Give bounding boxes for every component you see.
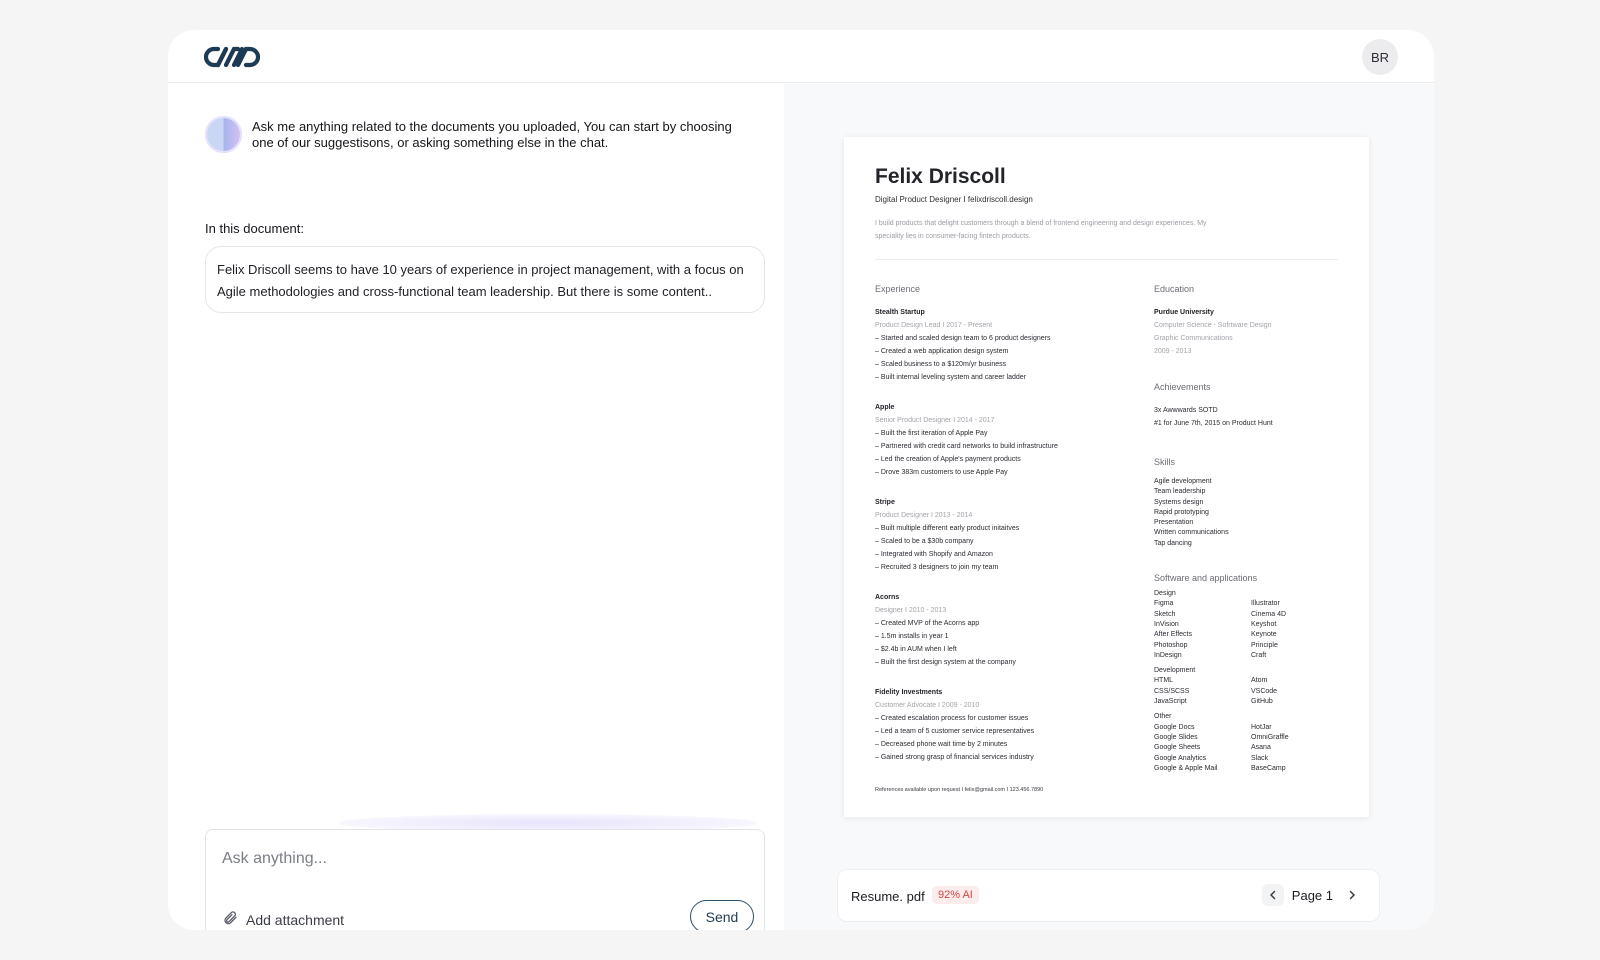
experience-entry [875, 686, 1135, 764]
app-window [168, 30, 1434, 930]
user-avatar[interactable]: BR [1362, 39, 1398, 75]
experience-entry [875, 306, 1135, 384]
resume-role-line: Digital Product Designer I felixdriscoll.design [875, 195, 1033, 204]
experience-meta: Customer Advocate I 2009 - 2010 [875, 702, 980, 709]
education-line: 2009 - 2013 [1154, 348, 1192, 355]
education-line: Computer Science - Sofrtware Design [1154, 322, 1272, 329]
experience-bullet: – Drove 383m customers to use Apple Pay [875, 469, 1008, 476]
chat-input[interactable] [222, 850, 742, 868]
software-row [1154, 754, 1344, 764]
experience-bullet: – 1.5m installs in year 1 [875, 633, 949, 640]
experience-company: Acorns [875, 594, 900, 601]
experience-entry [875, 496, 1135, 574]
software-group [1154, 589, 1344, 661]
skill-item: Written communications [1154, 529, 1229, 537]
skill-item: Tap dancing [1154, 539, 1192, 547]
document-viewer [784, 84, 1434, 930]
software-item: Principle [1251, 641, 1278, 649]
experience-bullet: – Started and scaled design team to 6 product designers [875, 335, 1051, 342]
experience-bullet: – Created escalation process for customer issues [875, 715, 1029, 722]
software-row [1154, 687, 1344, 697]
software-item: InVision [1154, 620, 1179, 628]
experience-bullet: – Recruited 3 designers to join my team [875, 564, 999, 571]
software-group [1154, 712, 1344, 774]
software-item: InDesign [1154, 651, 1182, 659]
software-item: HTML [1154, 677, 1174, 685]
software-item: After Effects [1154, 631, 1192, 639]
software-item: Keyshot [1251, 620, 1277, 628]
software-row [1154, 630, 1344, 640]
education-school: Purdue University [1154, 309, 1214, 316]
add-attachment-label: Add attachment [246, 911, 345, 928]
resume-bio: I build products that delight customers through a blend of frontend engineering and design experiences. My speciality lies in consumer-facing fintech products. [875, 220, 1207, 240]
software-row [1154, 651, 1344, 661]
experience-bullet: – Decreased phone wait time by 2 minutes [875, 741, 1008, 748]
ai-score-badge: 92% AI [932, 886, 979, 904]
pdf-toolbar [837, 869, 1380, 922]
experience-company: Fidelity Investments [875, 689, 943, 696]
software-group-heading: Development [1154, 667, 1196, 675]
document-summary-card[interactable]: Felix Driscoll seems to have 10 years of experience in project management, with a focus on Agile methodologies and cross-functional team leadership. But there is some content.. [205, 246, 765, 313]
paperclip-icon [222, 910, 238, 929]
chat-panel [168, 84, 784, 930]
software-item: BaseCamp [1251, 764, 1286, 772]
page-navigator [1262, 884, 1363, 906]
previous-page-button[interactable] [1262, 884, 1284, 906]
software-item: Craft [1251, 651, 1267, 659]
experience-company: Stealth Startup [875, 309, 925, 316]
experience-entry [875, 401, 1135, 479]
software-item: Cinema 4D [1251, 610, 1287, 618]
software-item: CSS/SCSS [1154, 687, 1190, 695]
assistant-intro-message: Ask me anything related to the documents you uploaded, You can start by choosing one of our suggestisons, or asking something else in the chat. [252, 119, 732, 150]
document-section-label: In this document: [205, 221, 304, 236]
chat-composer [205, 829, 765, 930]
experience-title: Experience [875, 284, 921, 294]
experience-bullet: – Led the creation of Apple's payment products [875, 456, 1021, 463]
software-row [1154, 676, 1344, 686]
education-title: Education [1154, 284, 1195, 294]
file-name: Resume. pdf [851, 889, 925, 904]
experience-meta: Product Design Lead I 2017 - Present [875, 322, 993, 329]
software-row [1154, 641, 1344, 651]
experience-bullet: – Built internal leveling system and career ladder [875, 374, 1026, 381]
experience-column [875, 284, 1135, 781]
assistant-avatar [205, 116, 242, 153]
achievements-title: Achievements [1154, 382, 1211, 392]
skill-item: Agile development [1154, 478, 1212, 485]
achievement-item: #1 for June 7th, 2015 on Product Hunt [1154, 420, 1273, 427]
software-item: GitHub [1251, 698, 1273, 706]
software-item: Slack [1251, 754, 1269, 762]
software-item: Google Sheets [1154, 744, 1201, 752]
experience-bullet: – Scaled to be a $30b company [875, 538, 974, 545]
experience-company: Apple [875, 404, 895, 411]
software-item: Sketch [1154, 610, 1176, 618]
experience-bullet: – Built the first iteration of Apple Pay [875, 430, 988, 437]
app-logo[interactable] [204, 44, 260, 75]
software-item: HotJar [1251, 723, 1272, 731]
add-attachment-button[interactable] [222, 910, 344, 929]
software-item: Google Analytics [1154, 754, 1207, 762]
software-row [1154, 733, 1344, 743]
skill-item: Rapid prototyping [1154, 508, 1209, 516]
experience-bullet: – Built multiple different early product initaitves [875, 525, 1020, 532]
sidebar-column [1154, 284, 1344, 779]
software-group-heading: Design [1154, 590, 1176, 598]
software-item: Atom [1251, 677, 1268, 685]
software-item: Asana [1251, 744, 1271, 752]
experience-bullet: – Led a team of 5 customer service representatives [875, 728, 1035, 735]
skills-title: Skills [1154, 457, 1176, 467]
chevron-left-icon [1268, 888, 1278, 903]
experience-bullet: – Created a web application design system [875, 348, 1009, 355]
software-row [1154, 697, 1344, 707]
achievement-item: 3x Awwwards SOTD [1154, 407, 1218, 414]
chevron-right-icon [1347, 888, 1357, 903]
resume-page [844, 137, 1369, 817]
software-item: Photoshop [1154, 641, 1188, 649]
experience-bullet: – Created MVP of the Acorns app [875, 620, 980, 627]
software-title: Software and applications [1154, 573, 1258, 584]
software-row [1154, 620, 1344, 630]
experience-bullet: – $2.4b in AUM when I left [875, 646, 957, 653]
experience-bullet: – Gained strong grasp of financial services industry [875, 754, 1034, 761]
software-item: VSCode [1251, 687, 1278, 695]
experience-meta: Designer I 2010 - 2013 [875, 607, 947, 614]
resume-divider [875, 259, 1338, 260]
software-item: Illustrator [1251, 600, 1280, 608]
skill-item: Presentation [1154, 519, 1194, 527]
software-item: Google Docs [1154, 723, 1195, 731]
resume-footer: References available upon request I felix@gmail.com I 123.456.7890 [875, 787, 1044, 793]
software-group-heading: Other [1154, 713, 1172, 721]
page-label: Page 1 [1291, 887, 1333, 903]
software-row [1154, 743, 1344, 753]
software-row [1154, 599, 1344, 609]
software-row [1154, 723, 1344, 733]
experience-bullet: – Integrated with Shopify and Amazon [875, 551, 993, 558]
experience-company: Stripe [875, 499, 895, 506]
send-button[interactable]: Send [690, 900, 754, 930]
software-item: Keynote [1251, 631, 1277, 639]
software-item: OmniGraffle [1251, 733, 1289, 741]
experience-entry [875, 591, 1135, 669]
skill-item: Team leadership [1154, 488, 1206, 496]
experience-meta: Senior Product Designer I 2014 - 2017 [875, 417, 995, 424]
experience-bullet: – Partnered with credit card networks to build infrastructure [875, 443, 1058, 450]
software-item: Figma [1154, 600, 1174, 608]
software-item: Google Slides [1154, 733, 1198, 741]
software-item: Google & Apple Mail [1154, 764, 1218, 772]
software-row [1154, 610, 1344, 620]
experience-bullet: – Scaled business to a $120m/yr business [875, 361, 1007, 368]
next-page-button[interactable] [1341, 884, 1363, 906]
experience-meta: Product Designer I 2013 - 2014 [875, 512, 973, 519]
resume-name: Felix Driscoll [875, 165, 1006, 188]
top-bar [168, 30, 1434, 83]
software-group [1154, 666, 1344, 707]
skill-item: Systems design [1154, 498, 1204, 506]
education-line: Graphic Communications [1154, 335, 1233, 342]
software-item: JavaScript [1154, 698, 1187, 706]
software-row [1154, 764, 1344, 774]
experience-bullet: – Built the first design system at the company [875, 659, 1016, 666]
